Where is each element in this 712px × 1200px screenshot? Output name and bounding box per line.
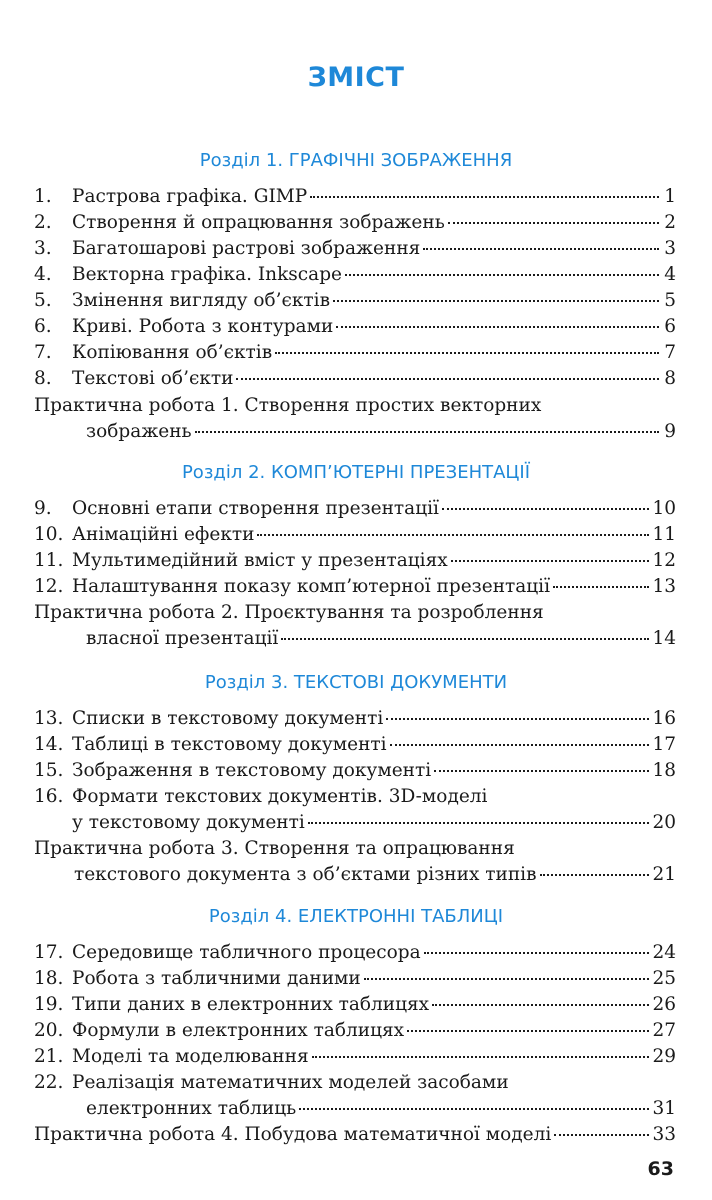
entry-title: власної презентації [86,628,279,649]
dot-leader [195,431,659,433]
toc-entry [34,366,676,392]
entry-page: 1 [664,186,676,207]
entry-title: Налаштування показу комп’ютерної презентації [72,576,551,597]
entry-title: Таблиці в текстовому документі [72,734,387,755]
dot-leader [540,874,650,876]
entry-page: 25 [652,968,676,989]
entry-title: Основні етапи створення презентації [72,498,439,519]
entry-title: Списки в текстовому документі [72,708,384,729]
entry-title: Растрова графіка. GIMP [72,186,308,207]
entry-number: 5. [34,290,52,311]
dot-leader [310,196,659,198]
dot-leader [281,638,649,640]
entry-number: 4. [34,264,52,285]
entry-page: 27 [652,1020,676,1041]
dot-leader [407,1030,649,1032]
entry-number: 6. [34,316,52,337]
entry-title: Середовище табличного процесора [72,942,421,963]
page-title: ЗМІСТ [307,62,405,93]
entry-number: 3. [34,238,52,259]
toc-entry [34,706,676,732]
toc-entry [34,419,676,445]
dot-leader [257,534,649,536]
entry-page: 20 [652,812,676,833]
entry-title: Реалізація математичних моделей засобами [72,1072,509,1093]
entry-page: 4 [664,264,676,285]
entry-title: у текстовому документі [72,812,305,833]
dot-leader [336,326,659,328]
entry-title: Криві. Робота з контурами [72,316,334,337]
dot-leader [553,586,649,588]
dot-leader [390,744,650,746]
entry-title: Формати текстових документів. 3D-моделі [72,786,488,807]
toc-entry [34,1044,676,1070]
entry-page: 31 [652,1098,676,1119]
toc-entry [34,496,676,522]
dot-leader [275,352,659,354]
entry-page: 17 [652,734,676,755]
toc-entry [34,992,676,1018]
entry-page: 33 [652,1124,676,1145]
toc-entry [34,1096,676,1122]
toc-entry [34,574,676,600]
toc-entry-line [34,784,676,810]
dot-leader [434,770,649,772]
entry-title: Робота з табличними даними [72,968,361,989]
entry-title: Типи даних в електронних таблицях [72,994,430,1015]
entry-number: 8. [34,368,52,389]
toc-entry [34,184,676,210]
toc-entry [34,522,676,548]
entry-number: 2. [34,212,52,233]
dot-leader [308,822,650,824]
entry-title: Текстові об’єкти [72,368,234,389]
entry-title: Формули в електронних таблицях [72,1020,405,1041]
entry-page: 26 [652,994,676,1015]
toc-entry [34,626,676,652]
entry-title: Мультимедійний вміст у презентаціях [72,550,448,571]
entry-number: 15. [34,760,64,781]
dot-leader [448,222,659,224]
toc-entry [34,1018,676,1044]
toc-entry [34,1122,676,1148]
dot-leader [432,1004,649,1006]
dot-leader [299,1108,649,1110]
entry-number: 21. [34,1046,64,1067]
entry-number: 19. [34,994,64,1015]
entry-number: 7. [34,342,52,363]
dot-leader [423,248,659,250]
toc-entry-line [34,1070,676,1096]
entry-title: Зображення в текстовому документі [72,760,432,781]
entry-number: 9. [34,498,52,519]
toc-entry [34,548,676,574]
dot-leader [554,1134,649,1136]
entry-title: текстового документа з об’єктами різних типів [74,864,537,885]
section-heading-3: Розділ 3. ТЕКСТОВІ ДОКУМЕНТИ [204,672,508,693]
entry-title: електронних таблиць [86,1098,297,1119]
dot-leader [451,560,650,562]
practical-title: Практична робота 2. Проєктування та розроблення [34,602,544,623]
section-heading-4: Розділ 4. ЕЛЕКТРОННІ ТАБЛИЦІ [208,906,504,927]
entry-title: Створення й опрацювання зображень [72,212,445,233]
toc-entry [34,314,676,340]
practical-title: Практична робота 3. Створення та опрацювання [34,838,515,859]
toc-entry [34,210,676,236]
entry-number: 1. [34,186,52,207]
toc-entry [34,940,676,966]
entry-page: 29 [652,1046,676,1067]
entry-page: 14 [652,628,676,649]
entry-page: 11 [652,524,676,545]
entry-page: 2 [664,212,676,233]
entry-page: 3 [664,238,676,259]
entry-number: 20. [34,1020,64,1041]
practical-title: Практична робота 1. Створення простих векторних [34,395,542,416]
entry-page: 6 [664,316,676,337]
toc-entry [34,862,676,888]
entry-page: 24 [652,942,676,963]
entry-title: Моделі та моделювання [72,1046,309,1067]
entry-page: 9 [664,421,676,442]
section-heading-1: Розділ 1. ГРАФІЧНІ ЗОБРАЖЕННЯ [199,150,513,171]
dot-leader [345,274,659,276]
page-number: 63 [647,1158,674,1180]
entry-number: 10. [34,524,64,545]
entry-page: 12 [652,550,676,571]
entry-number: 11. [34,550,64,571]
entry-title: Практична робота 4. Побудова математичної моделі [34,1124,552,1145]
dot-leader [236,378,659,380]
entry-number: 18. [34,968,64,989]
toc-entry [34,288,676,314]
entry-number: 13. [34,708,64,729]
entry-page: 7 [664,342,676,363]
entry-page: 5 [664,290,676,311]
entry-title: Змінення вигляду об’єктів [72,290,330,311]
entry-page: 16 [652,708,676,729]
toc-entry [34,236,676,262]
entry-number: 16. [34,786,64,807]
entry-title: Векторна графіка. Inkscape [72,264,342,285]
dot-leader [442,508,650,510]
toc-entry [34,732,676,758]
entry-number: 17. [34,942,64,963]
entry-title: Анімаційні ефекти [72,524,255,545]
dot-leader [312,1056,650,1058]
entry-page: 13 [652,576,676,597]
entry-number: 22. [34,1072,64,1093]
entry-number: 12. [34,576,64,597]
section-heading-2: Розділ 2. КОМП’ЮТЕРНІ ПРЕЗЕНТАЦІЇ [181,462,531,483]
entry-number: 14. [34,734,64,755]
toc-entry [34,966,676,992]
dot-leader [364,978,650,980]
dot-leader [386,718,649,720]
toc-entry [34,810,676,836]
dot-leader [424,952,650,954]
dot-leader [333,300,659,302]
entry-title: зображень [86,421,192,442]
entry-page: 21 [652,864,676,885]
toc-entry [34,262,676,288]
toc-entry [34,340,676,366]
entry-title: Багатошарові растрові зображення [72,238,421,259]
entry-page: 8 [664,368,676,389]
entry-page: 18 [652,760,676,781]
toc-entry [34,758,676,784]
entry-title: Копіювання об’єктів [72,342,273,363]
entry-page: 10 [652,498,676,519]
